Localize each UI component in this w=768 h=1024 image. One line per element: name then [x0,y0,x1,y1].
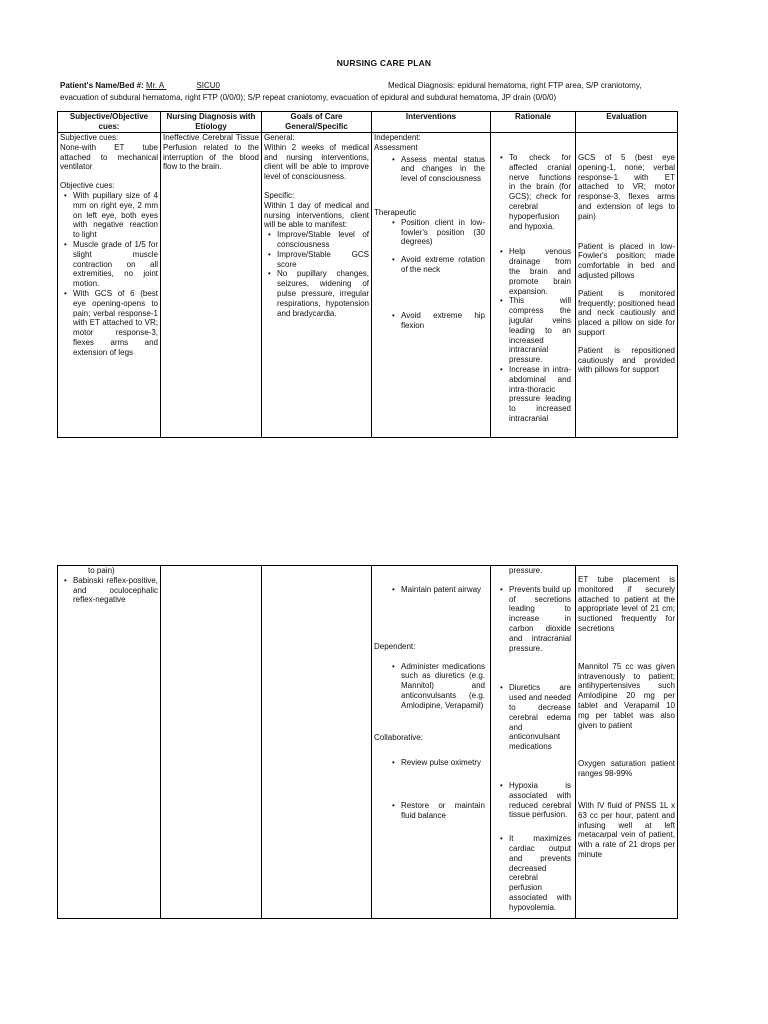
care-plan-table-page2 [57,565,678,919]
page-title: NURSING CARE PLAN [336,58,432,68]
evaluation-text: Patient is monitored frequently; positioned head and neck cautiously and placed a pillow on side for support [578,288,675,337]
evaluation-text: Patient is repositioned cautiously and provided with pillows for support [578,345,675,375]
therapeutic-label: Therapeutic [374,207,417,217]
care-plan-table-page1 [57,111,678,438]
evaluation-cell [576,133,678,438]
goals-list [264,230,369,318]
header-cues: Subjective/Objective cues: [58,112,161,133]
evaluation-text: Mannitol 75 cc was given intravenously to patient; antihypertensives such Amlodipine 20 mg per tablet and Verapamil 10 mg per tablet was also given to patient [578,661,675,730]
list-item: • Improve/Stable level of consciousness [277,230,369,250]
assessment-label: Assessment [374,142,418,152]
collaborative-label: Collaborative: [374,732,423,742]
list-item: • Babinski reflex-positive, and oculocephalic reflex-negative [73,576,158,605]
evaluation-text: With IV fluid of PNSS 1L x 63 cc per hour, patent and infusing well at left metacarpal vein of patient, with a rate of 21 drops per minute [578,800,675,859]
independent-label: Independent: [374,133,421,142]
rationale-cell [491,133,576,438]
name-underline [164,80,194,91]
nursing-diagnosis: Ineffective Cerebral Tissue Perfusion related to the interruption of the blood flow to the brain. [163,133,259,172]
header-goals: Goals of Care General/Specific [262,112,372,133]
dependent-label: Dependent: [374,641,416,651]
header-evaluation: Evaluation [576,112,678,133]
specific-label: Specific: [264,190,295,200]
cues-cell [58,566,161,919]
list-item: • Increase in intra-abdominal and intra-thoracic pressure leading to increased intracranial [509,365,571,424]
list-item: • Maintain patent airway [401,585,485,595]
goals-cell [262,133,372,438]
evaluation-text: Patient is placed in low-Fowler's position; made comfortable in bed and adjusted pillows [578,241,675,280]
patient-name: Mr. A [145,81,165,90]
interventions-cell [372,566,491,919]
general-text: Within 2 weeks of medical and nursing interventions, client will be able to improve level of consciousness. [264,142,369,182]
header-rationale: Rationale [491,112,576,133]
patient-bed: SICU0 [196,81,220,90]
evaluation-text: ET tube placement is monitored if securely attached to patient at the appropriate level of 21 cm; suctioned frequently for secretions [578,575,675,633]
list-item: • To check for affected cranial nerve functions in the brain (for GCS); check for cerebral hypoperfusion and hypoxia. [509,153,571,231]
evaluation-text: Oxygen saturation patient ranges 98-99% [578,759,675,779]
list-item: • Restore or maintain fluid balance [401,801,485,821]
goals-cell [262,566,372,919]
subjective-label: Subjective cues: [60,133,119,142]
specific-text: Within 1 day of medical and nursing interventions, client will be able to manifest: [264,200,369,230]
list-item: • This will compress the jugular veins leading to an increased intracranial pressure. [509,296,571,365]
list-item: • Muscle grade of 1/5 for slight muscle contraction on all extremities, no joint motion. [73,240,158,289]
medical-diagnosis: Medical Diagnosis: epidural hematoma, right FTP area, S/P craniotomy, [388,81,642,90]
list-item: • With GCS of 6 (best eye opening-opens to pain; verbal response-1 with ET attached to VR; motor response-3, flexes arms and extension of legs [73,289,158,358]
rationale-cell [491,566,576,919]
list-item: • Help venous drainage from the brain and promote brain expansion. [509,247,571,296]
cues-cell [58,133,161,438]
objective-label: Objective cues: [60,181,115,191]
list-item: • Review pulse oximetry [401,758,485,768]
list-item: • It maximizes cardiac output and prevents decreased cerebral perfusion associated with hypovolemia. [509,834,571,912]
objective-list [60,191,158,358]
subjective-text: None-with ET tube attached to mechanical ventilator [60,142,158,172]
general-label: General: [264,133,295,142]
header-interventions: Interventions [372,112,491,133]
list-item: • Improve/Stable GCS score [277,250,369,270]
list-item: • No pupillary changes, seizures, widening of pulse pressure, irregular respirations, hypotension and bradycardia. [277,269,369,318]
list-item: • Assess mental status and changes in the level of consciousness [401,155,485,184]
list-item: • Avoid extreme hip flexion [401,311,485,331]
interventions-cell [372,133,491,438]
list-item: • Diuretics are used and needed to decrease cerebral edema and anticonvulsant medications [509,683,571,752]
diagnosis-cell [161,566,262,919]
list-item: • Administer medications such as diuretics (e.g. Mannitol) and anticonvulsants (e.g. Amlodipine, Verapamil) [401,662,485,711]
list-item: • Hypoxia is associated with reduced cerebral tissue perfusion. [509,781,571,820]
rationale-continued: pressure. [509,566,543,575]
list-item: • With pupillary size of 4 mm on right eye, 2 mm on left eye, both eyes with negative reaction to light [73,191,158,240]
diagnosis-cell [161,133,262,438]
evaluation-cell [576,566,678,919]
list-item: • Prevents build up of secretions leading to increase in carbon dioxide and intracranial pressure. [509,585,571,654]
patient-label: Patient's Name/Bed #: [60,81,144,90]
header-diagnosis: Nursing Diagnosis with Etiology [161,112,262,133]
cues-continued: to pain) [88,566,115,575]
patient-info [60,80,720,102]
evaluation-text: GCS of 5 (best eye opening-1, none; verbal response-1 with ET attached to VR; motor response-3, flexes arms and extension of legs to pain) [578,153,675,221]
list-item: • Avoid extreme rotation of the neck [401,255,485,275]
list-item: • Position client in low-fowler's position (30 degrees) [401,218,485,247]
medical-diagnosis-cont: evacuation of subdural hematoma, right FTP (0/0/0); S/P repeat craniotomy, evacuation of epidural and subdural hematoma, JP drain (0/0/0) [60,93,557,102]
